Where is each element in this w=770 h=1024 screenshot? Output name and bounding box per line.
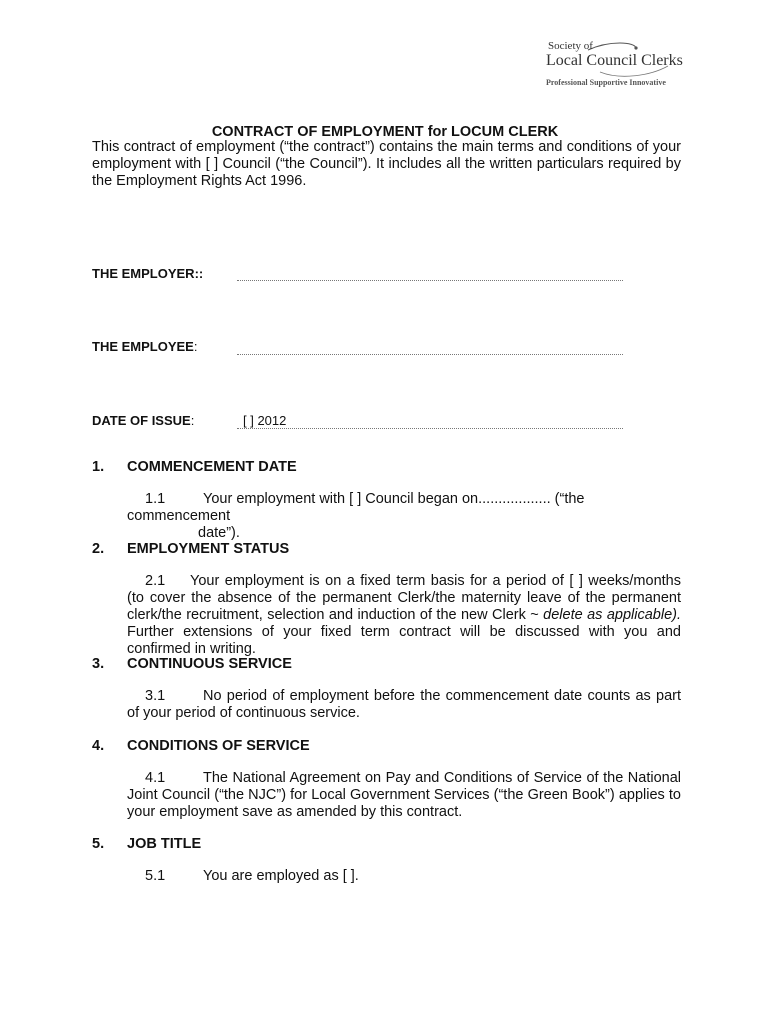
subsection-number: 3.1: [145, 688, 166, 704]
section-paragraph: [127, 688, 681, 722]
section-title: JOB TITLE: [127, 836, 202, 852]
subsection-number: 5.1: [145, 868, 166, 884]
employer-label: THE EMPLOYER::: [92, 266, 204, 281]
section-number: 5.: [92, 836, 105, 852]
paragraph-text: The National Agreement on Pay and Conditions of Service of the National Joint Council (“the NJC”) for Local Government Services (“the Green Book”) applies to your employment save as amended by this contract.: [127, 770, 681, 820]
subsection-number: 1.1: [145, 491, 166, 507]
employee-field-line: [237, 353, 623, 355]
paragraph-text: No period of employment before the commencement date counts as part of your period of continuous service.: [127, 688, 681, 721]
date-of-issue-value: [ ] 2012: [243, 413, 287, 428]
section-number: 1.: [92, 459, 105, 475]
employer-field-line: [237, 279, 623, 281]
document-title: CONTRACT OF EMPLOYMENT for LOCUM CLERK: [211, 124, 559, 140]
section-paragraph: [127, 770, 681, 821]
section-title: CONTINUOUS SERVICE: [127, 656, 292, 672]
paragraph-text: You are employed as [ ].: [203, 868, 359, 884]
section-title: EMPLOYMENT STATUS: [127, 541, 290, 557]
logo-text-line2: Local Council Clerks: [546, 52, 683, 69]
logo-tagline: Professional Supportive Innovative: [546, 78, 666, 87]
slcc-logo: [540, 36, 683, 92]
employee-label: THE EMPLOYEE:: [92, 339, 198, 354]
intro-paragraph: This contract of employment (“the contract”) contains the main terms and conditions of your employment with [ ] Council (“the Council”). It includes all the written particulars required by the Employment Rights Act 1996.: [92, 139, 681, 189]
paragraph-text: Your employment with [ ] Council began on.................. (“the commencement: [127, 491, 585, 524]
section-paragraph: [127, 868, 681, 885]
section-title: COMMENCEMENT DATE: [127, 459, 297, 475]
section-paragraph: [127, 491, 681, 542]
section-number: 4.: [92, 738, 105, 754]
logo-text-line1: Society of: [548, 40, 593, 52]
date-field-line: [237, 427, 623, 429]
section-title: CONDITIONS OF SERVICE: [127, 738, 310, 754]
date-of-issue-label: DATE OF ISSUE:: [92, 413, 195, 428]
paragraph-text-continued: date”).: [198, 525, 240, 541]
subsection-number: 2.1: [145, 573, 166, 589]
section-paragraph: 2.1 Your employment is on a fixed term basis for a period of [ ] weeks/months (to cover the absence of the permanent Clerk/the maternity leave of the permanent clerk/the recruitment, selection and induction of the new Clerk ~ delete as applicable). Further extensions of your fixed term contract will be discussed with you and confirmed in writing.: [127, 573, 681, 657]
section-number: 2.: [92, 541, 105, 557]
section-number: 3.: [92, 656, 105, 672]
subsection-number: 4.1: [145, 770, 166, 786]
